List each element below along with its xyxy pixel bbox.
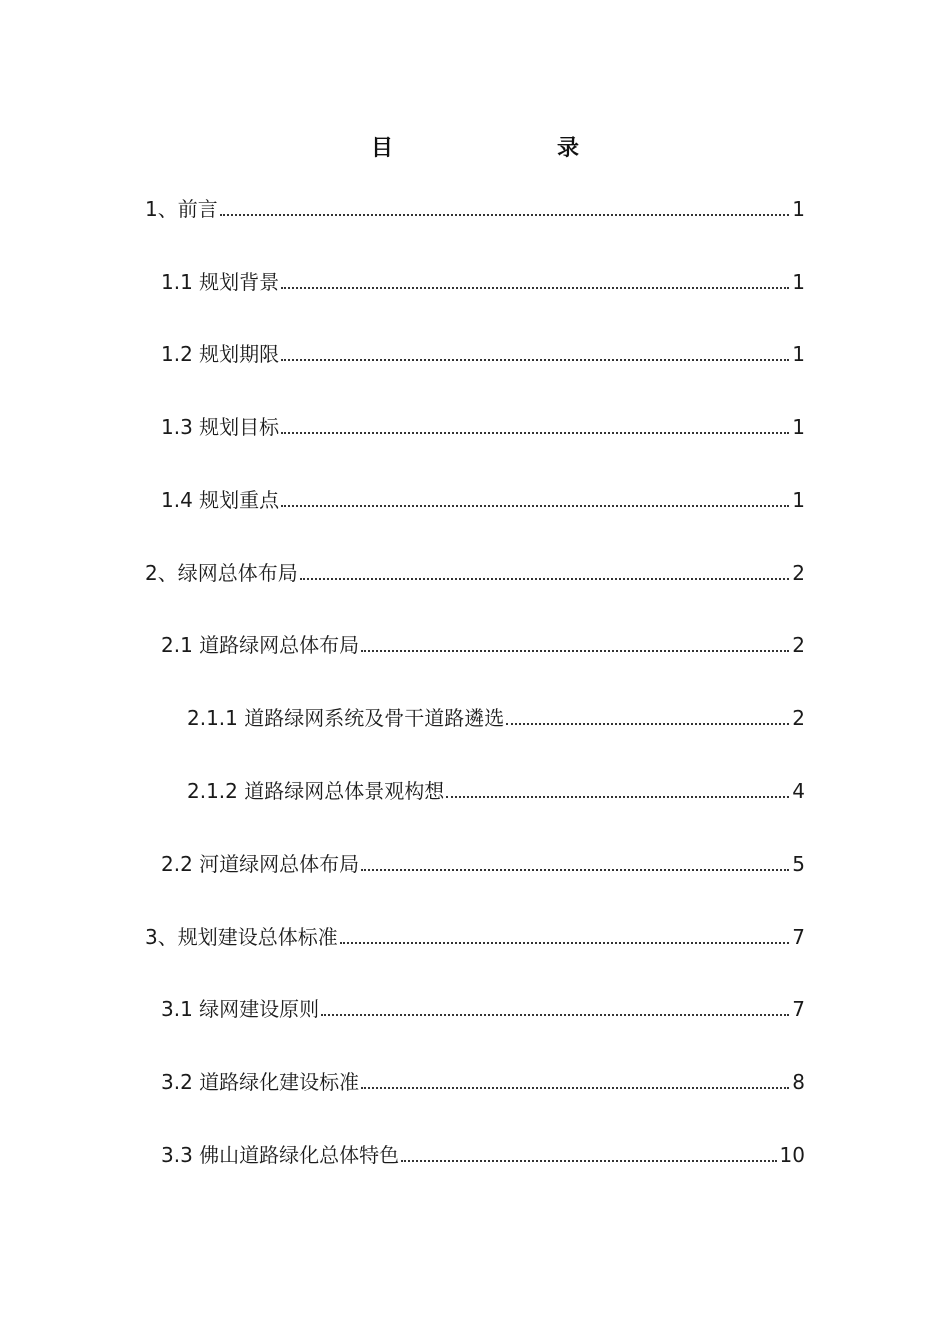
toc-entry[interactable] [161, 263, 805, 295]
toc-entry[interactable] [161, 845, 805, 877]
toc-entry[interactable] [161, 408, 805, 440]
toc-dot-leader [281, 287, 789, 289]
toc-entry[interactable] [161, 481, 805, 513]
toc-entry[interactable] [161, 1063, 805, 1095]
toc-entry[interactable] [145, 190, 805, 222]
toc-dot-leader [281, 359, 789, 361]
toc-entry-page: 1 [792, 270, 805, 294]
toc-dot-leader [506, 723, 789, 725]
toc-entry[interactable] [145, 554, 805, 586]
toc-dot-leader [446, 796, 789, 798]
toc-dot-leader [281, 432, 789, 434]
toc-entry[interactable] [161, 1136, 805, 1168]
toc-dot-leader [361, 869, 789, 871]
toc-entry-page: 7 [792, 997, 805, 1021]
toc-entry-label: 2.1.2 道路绿网总体景观构想 [187, 779, 445, 803]
toc-entry[interactable] [187, 772, 805, 804]
toc-entry-label: 1.3 规划目标 [161, 415, 280, 439]
toc-entry-label: 2、绿网总体布局 [145, 561, 298, 585]
toc-entry-label: 2.1 道路绿网总体布局 [161, 633, 360, 657]
toc-dot-leader [401, 1160, 776, 1162]
toc-entry-label: 3.3 佛山道路绿化总体特色 [161, 1143, 400, 1167]
toc-entry-page: 4 [792, 779, 805, 803]
toc-entry-page: 1 [792, 415, 805, 439]
toc-entry[interactable] [161, 990, 805, 1022]
toc-entry-label: 2.2 河道绿网总体布局 [161, 852, 360, 876]
toc-entry-page: 2 [792, 561, 805, 585]
toc-entry-page: 2 [792, 706, 805, 730]
toc-entry[interactable] [187, 699, 805, 731]
toc-entry-label: 3.2 道路绿化建设标准 [161, 1070, 360, 1094]
toc-entry-page: 1 [792, 197, 805, 221]
toc-dot-leader [321, 1014, 789, 1016]
toc-entry-page: 8 [792, 1070, 805, 1094]
toc-title: 目 录 [370, 136, 619, 161]
toc-entry-page: 1 [792, 342, 805, 366]
toc-dot-leader [361, 650, 789, 652]
toc-entry-page: 7 [792, 925, 805, 949]
toc-entry-label: 1、前言 [145, 197, 218, 221]
toc-entry[interactable] [161, 626, 805, 658]
toc-entry[interactable] [145, 918, 805, 950]
toc-entry-label: 3、规划建设总体标准 [145, 925, 338, 949]
toc-entry-page: 2 [792, 633, 805, 657]
toc-entry-page: 5 [792, 852, 805, 876]
toc-entry-label: 1.1 规划背景 [161, 270, 280, 294]
toc-entry-label: 1.4 规划重点 [161, 488, 280, 512]
toc-entry-page: 10 [779, 1143, 805, 1167]
toc-entry-label: 1.2 规划期限 [161, 342, 280, 366]
toc-dot-leader [281, 505, 789, 507]
toc-dot-leader [361, 1087, 789, 1089]
toc-dot-leader [300, 578, 790, 580]
toc-entry-label: 2.1.1 道路绿网系统及骨干道路遴选 [187, 706, 505, 730]
toc-entry-label: 3.1 绿网建设原则 [161, 997, 320, 1021]
toc-dot-leader [220, 214, 790, 216]
toc-entry-page: 1 [792, 488, 805, 512]
toc-dot-leader [340, 942, 790, 944]
toc-entry[interactable] [161, 335, 805, 367]
